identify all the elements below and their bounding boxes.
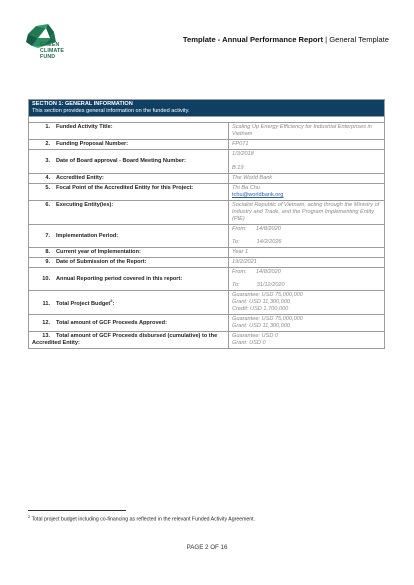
table-row: 6. Executing Entity(ies): Socialist Republic of Vietnam, acting through the Ministry of Industry and Trade, and the Program Implementing Entity (PIE) [29, 201, 385, 225]
general-information-table [28, 99, 385, 349]
section-subtitle: This section provides general information on the funded activity. [32, 108, 190, 114]
table-row: 4. Accredited Entity: The World Bank [29, 174, 385, 184]
table-row: 13. Total amount of GCF Proceeds disbursed (cumulative) to the Accredited Entity: Guarantee: USD 0 Grant: USD 0 [29, 332, 385, 349]
table-row: 12. Total amount of GCF Proceeds Approved: Guarantee: USD 75,000,000 Grant: USD 11,300,000 [29, 315, 385, 332]
page-number: PAGE 2 OF 16 [186, 544, 228, 551]
logo-text: GREEN CLIMATE FUND [40, 42, 65, 60]
table-row: 9. Date of Submission of the Report: 19/2/2021 [29, 258, 385, 268]
focal-point-email-link[interactable]: tchu@worldbank.org [232, 192, 284, 198]
table-row: 1. Funded Activity Title: Scaling Up Energy Efficiency for Industrial Enterprises in Vietnam [29, 123, 385, 140]
footnote: $^2$ Total project budget including co-financing as reflected in the relevant Funded Activity Agreement. [28, 514, 256, 523]
table-row: 3. Date of Board approval - Board Meeting Number: 1/3/2018 B.19 [29, 150, 385, 174]
footnote-divider [28, 510, 126, 511]
table-row: 7. Implementation Period: From: 14/8/2020 To: 14/2/2026 [29, 225, 385, 248]
table-row: 2. Funding Proposal Number: FP071 [29, 140, 385, 150]
document-header-title: Template - Annual Performance Report | General Template [182, 35, 389, 44]
table-row: 11. Total Project Budget$^2$: Guarantee: USD 75,000,000 Grant: USD 11,300,000 Credit: USD 1,700,000 [29, 291, 385, 315]
table-row: 5. Focal Point of the Accredited Entity for this Project: Thi Ba Chu tchu@worldbank.org [29, 184, 385, 201]
table-row: 10. Annual Reporting period covered in this report: From: 14/8/2020 To: 31/12/2020 [29, 268, 385, 291]
table-row: 8. Current year of Implementation: Year 1 [29, 248, 385, 258]
section-title: SECTION 1: GENERAL INFORMATION [32, 101, 133, 107]
section-header [29, 100, 385, 117]
